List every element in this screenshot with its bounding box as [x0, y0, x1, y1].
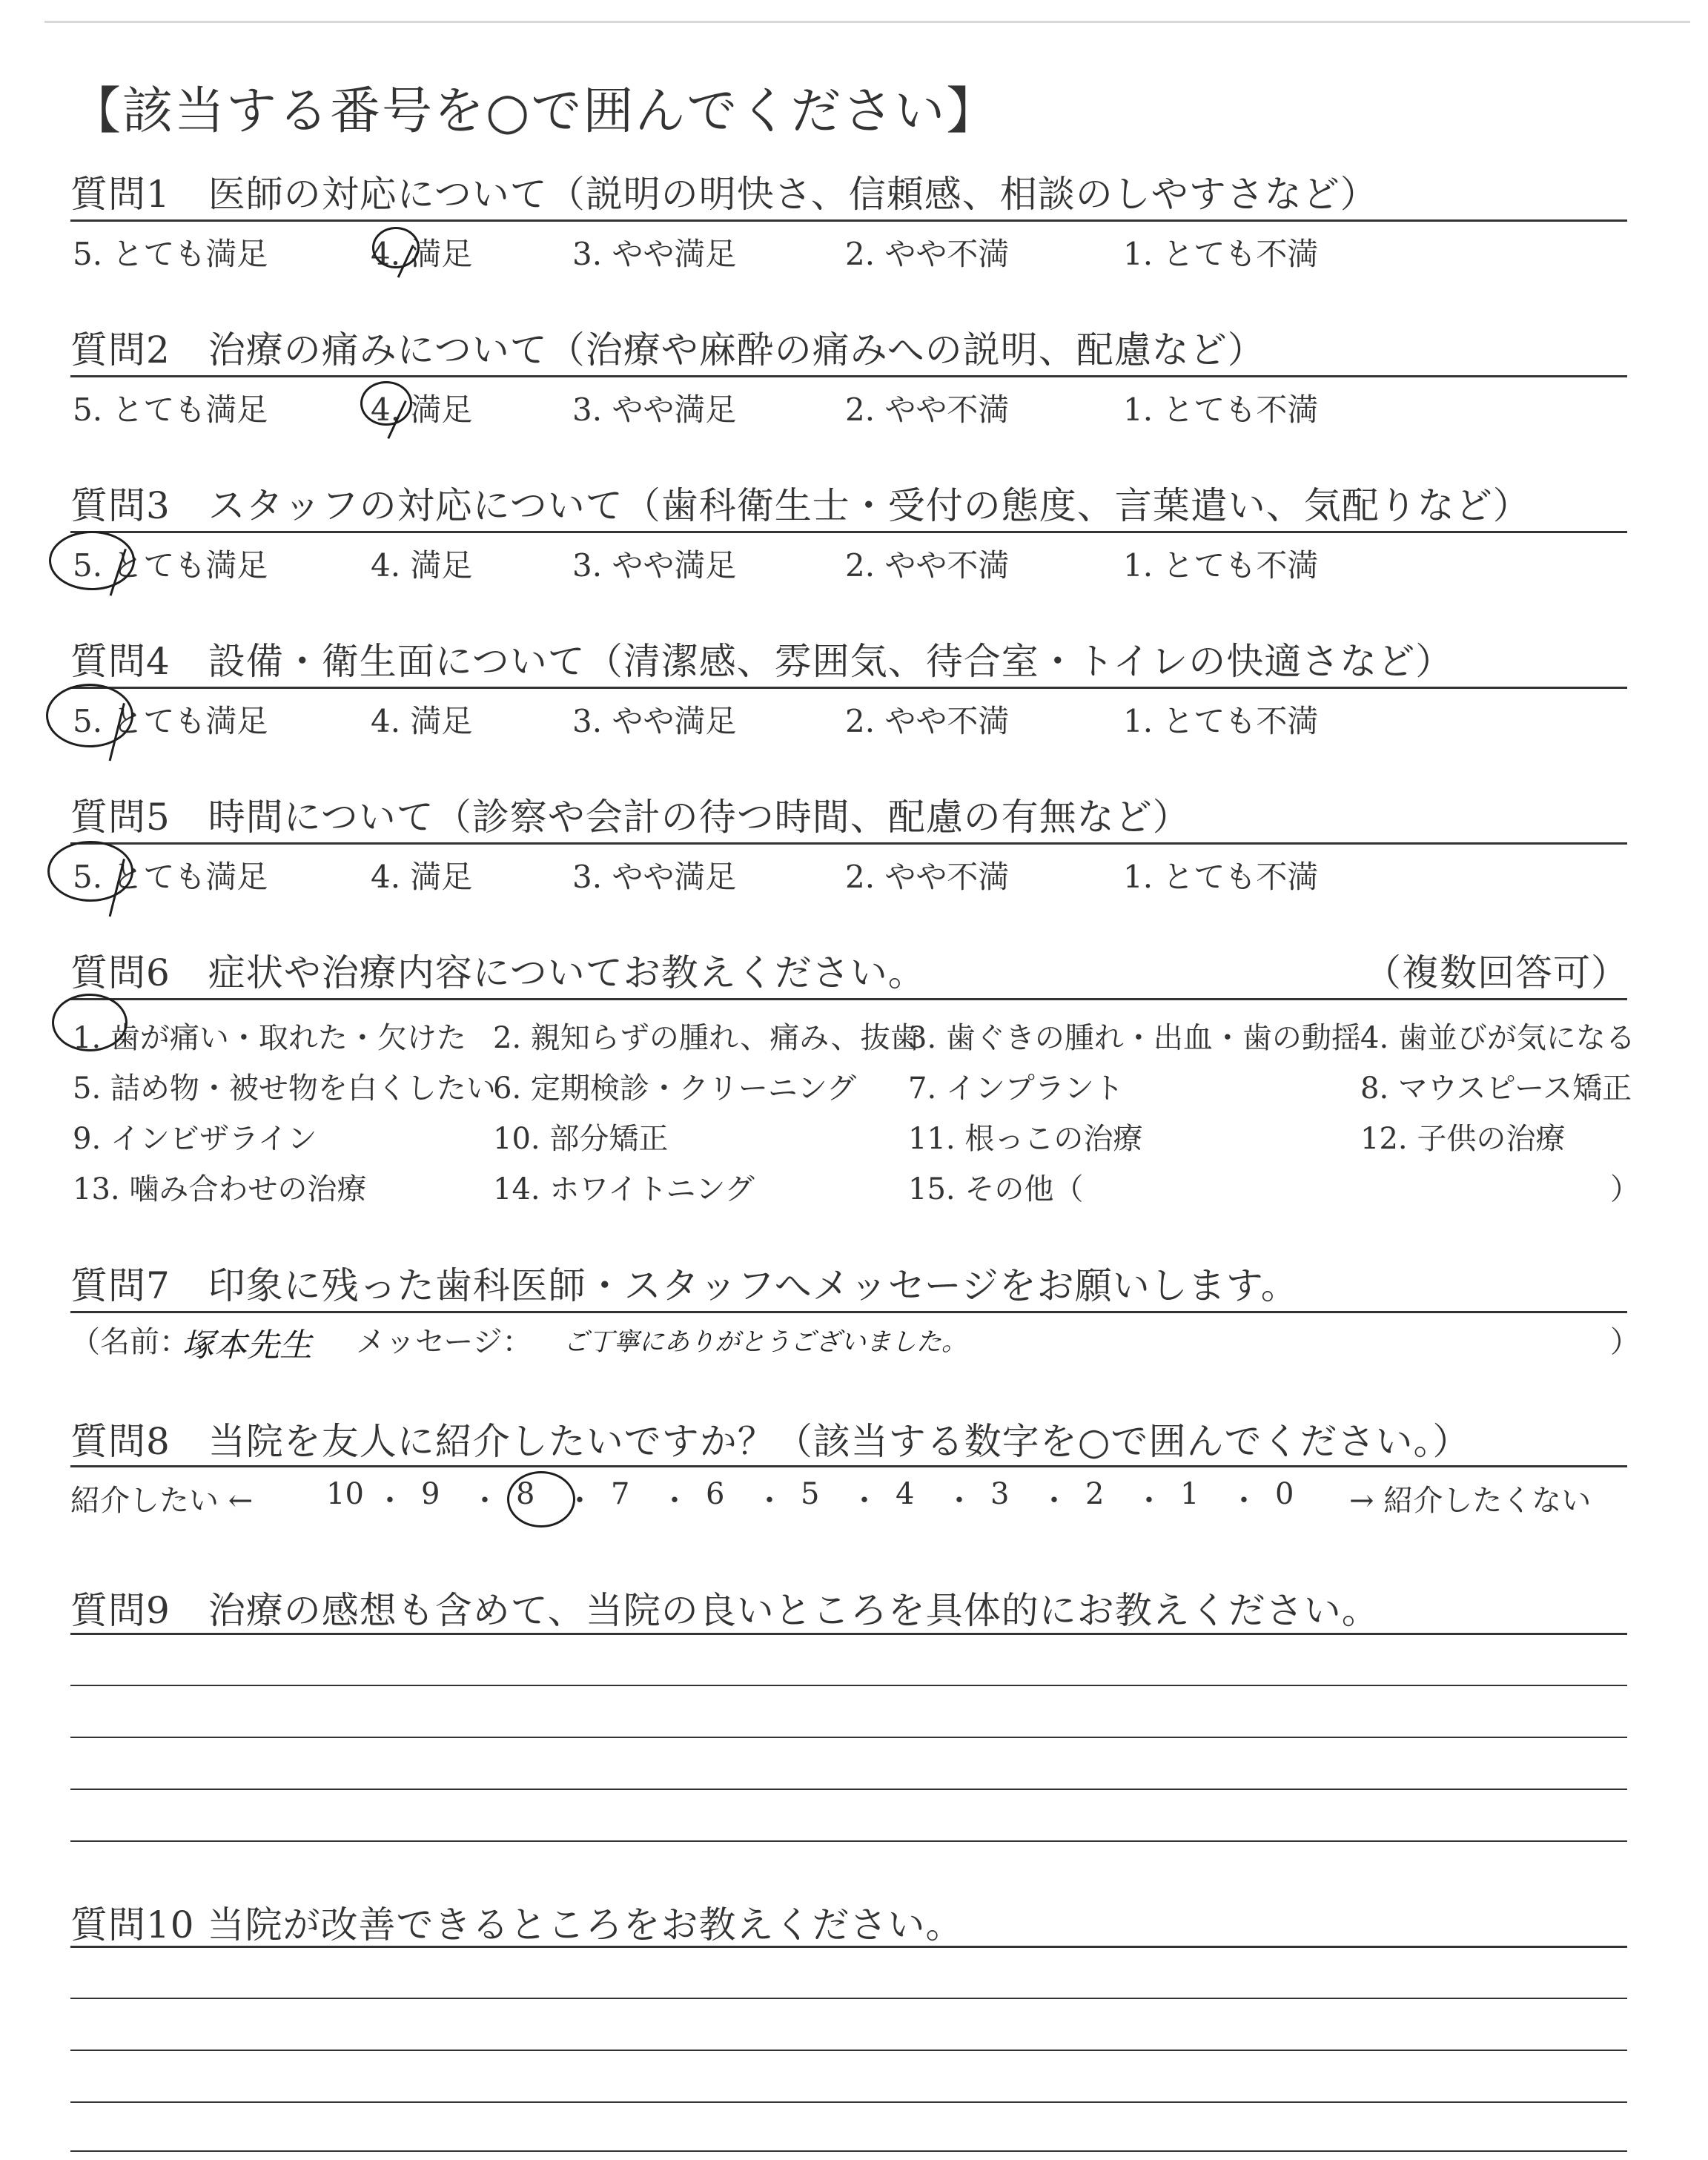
question-4-title: 質問4 設備・衛生面について（清潔感、雰囲気、待合室・トイレの快適さなど）: [70, 640, 1454, 683]
question-8-rule: [70, 1465, 1627, 1467]
question-6-rule: [70, 998, 1627, 1000]
q3-option-5[interactable]: 5. とても満足: [73, 547, 268, 584]
q10-line-5: [70, 2150, 1627, 2152]
q9-line-4: [70, 1789, 1627, 1790]
q8-separator-dot: ・: [1134, 1484, 1164, 1518]
q8-score-0[interactable]: 0: [1275, 1477, 1294, 1511]
q7-name-handwritten[interactable]: 塚本先生: [182, 1327, 312, 1364]
question-8-title: 質問8 当院を友人に紹介したいですか？（該当する数字を○で囲んでください。）: [70, 1420, 1471, 1463]
q8-separator-dot: ・: [375, 1484, 405, 1518]
q6-option-5[interactable]: 5. 詰め物・被せ物を白くしたい: [73, 1071, 496, 1106]
q6-option-12[interactable]: 12. 子供の治療: [1360, 1122, 1566, 1156]
question-7-title: 質問7 印象に残った歯科医師・スタッフへメッセージをお願いします。: [70, 1264, 1299, 1307]
q8-selection-circle: [507, 1471, 575, 1527]
page-top-border: [44, 21, 1690, 23]
question-2-rule: [70, 375, 1627, 377]
q8-separator-dot: ・: [565, 1484, 595, 1518]
q8-score-4[interactable]: 4: [896, 1477, 915, 1511]
q6-option-15[interactable]: 15. その他（: [908, 1172, 1084, 1206]
q1-option-3[interactable]: 3. やや満足: [572, 236, 737, 272]
q6-option-7[interactable]: 7. インプラント: [908, 1071, 1124, 1106]
q2-option-3[interactable]: 3. やや満足: [572, 392, 737, 428]
q7-name-label: （名前：: [70, 1325, 189, 1359]
q3-option-3[interactable]: 3. やや満足: [572, 547, 737, 584]
q1-option-5[interactable]: 5. とても満足: [73, 236, 268, 272]
q6-option-1[interactable]: 1. 歯が痛い・取れた・欠けた: [73, 1021, 466, 1055]
q8-separator-dot: ・: [755, 1484, 784, 1518]
q6-option-15-close: ）: [1610, 1172, 1640, 1206]
q2-option-4[interactable]: 4. 満足: [371, 392, 473, 428]
q8-score-9[interactable]: 9: [421, 1477, 440, 1511]
q8-score-6[interactable]: 6: [706, 1477, 725, 1511]
q7-close-paren: ）: [1610, 1325, 1640, 1359]
q4-option-3[interactable]: 3. やや満足: [572, 703, 737, 739]
q3-option-1[interactable]: 1. とても不満: [1123, 547, 1319, 584]
question-9-title: 質問9 治療の感想も含めて、当院の良いところを具体的にお教えください。: [70, 1589, 1380, 1632]
q6-option-2[interactable]: 2. 親知らずの腫れ、痛み、抜歯: [493, 1021, 920, 1055]
q8-score-10[interactable]: 10: [326, 1477, 364, 1511]
q6-option-8[interactable]: 8. マウスピース矯正: [1360, 1071, 1632, 1106]
q8-separator-dot: ・: [850, 1484, 879, 1518]
q10-line-4: [70, 2101, 1627, 2103]
question-1-title: 質問1 医師の対応について（説明の明快さ、信頼感、相談のしやすさなど）: [70, 173, 1378, 216]
question-5-rule: [70, 842, 1627, 845]
q8-score-7[interactable]: 7: [611, 1477, 630, 1511]
q8-score-1[interactable]: 1: [1180, 1477, 1199, 1511]
q8-separator-dot: ・: [944, 1484, 974, 1518]
question-3-rule: [70, 531, 1627, 533]
question-5-title: 質問5 時間について（診察や会計の待つ時間、配慮の有無など）: [70, 796, 1191, 839]
q6-option-14[interactable]: 14. ホワイトニング: [493, 1172, 755, 1206]
q1-option-1[interactable]: 1. とても不満: [1123, 236, 1319, 272]
q5-option-5[interactable]: 5. とても満足: [73, 859, 268, 895]
q8-score-8[interactable]: 8: [516, 1477, 535, 1511]
q2-option-2[interactable]: 2. やや不満: [845, 392, 1010, 428]
q4-option-1[interactable]: 1. とても不満: [1123, 703, 1319, 739]
question-7-rule: [70, 1311, 1627, 1313]
q9-line-2: [70, 1685, 1627, 1686]
q8-score-5[interactable]: 5: [801, 1477, 820, 1511]
q6-option-6[interactable]: 6. 定期検診・クリーニング: [493, 1071, 857, 1106]
q7-message-label: メッセージ：: [356, 1325, 532, 1359]
q8-separator-dot: ・: [1229, 1484, 1259, 1518]
question-2-title: 質問2 治療の痛みについて（治療や麻酔の痛みへの説明、配慮など）: [70, 328, 1265, 371]
q7-message-handwritten[interactable]: ご丁寧にありがとうございました。: [563, 1327, 967, 1357]
q9-line-1: [70, 1633, 1627, 1635]
q6-option-3[interactable]: 3. 歯ぐきの腫れ・出血・歯の動揺: [908, 1021, 1361, 1055]
q3-option-2[interactable]: 2. やや不満: [845, 547, 1010, 584]
question-6-note: （複数回答可）: [1364, 951, 1629, 994]
q9-line-5: [70, 1840, 1627, 1842]
q5-option-3[interactable]: 3. やや満足: [572, 859, 737, 895]
q8-score-2[interactable]: 2: [1085, 1477, 1105, 1511]
q6-option-11[interactable]: 11. 根っこの治療: [908, 1122, 1143, 1156]
q5-option-4[interactable]: 4. 満足: [371, 859, 473, 895]
q2-option-5[interactable]: 5. とても満足: [73, 392, 268, 428]
q8-score-3[interactable]: 3: [990, 1477, 1010, 1511]
question-6-title: 質問6 症状や治療内容についてお教えください。: [70, 951, 926, 994]
q6-option-10[interactable]: 10. 部分矯正: [493, 1122, 669, 1156]
question-10-title: 質問10 当院が改善できるところをお教えください。: [70, 1903, 964, 1946]
q1-option-4[interactable]: 4. 満足: [371, 236, 473, 272]
q5-option-2[interactable]: 2. やや不満: [845, 859, 1010, 895]
q1-option-2[interactable]: 2. やや不満: [845, 236, 1010, 272]
question-4-rule: [70, 687, 1627, 689]
q6-selection-circle: [52, 994, 128, 1051]
q10-line-1: [70, 1946, 1627, 1948]
question-1-rule: [70, 219, 1627, 222]
q8-separator-dot: ・: [660, 1484, 689, 1518]
q4-option-2[interactable]: 2. やや不満: [845, 703, 1010, 739]
q4-option-4[interactable]: 4. 満足: [371, 703, 473, 739]
q8-right-label: → 紹介したくない: [1349, 1484, 1592, 1518]
q9-line-3: [70, 1737, 1627, 1738]
q6-option-4[interactable]: 4. 歯並びが気になる: [1360, 1021, 1635, 1055]
q8-left-label: 紹介したい ←: [70, 1484, 254, 1518]
q8-separator-dot: ・: [1039, 1484, 1069, 1518]
q2-option-1[interactable]: 1. とても不満: [1123, 392, 1319, 428]
q5-option-1[interactable]: 1. とても不満: [1123, 859, 1319, 895]
q10-line-3: [70, 2050, 1627, 2051]
q10-line-2: [70, 1998, 1627, 1999]
q6-option-9[interactable]: 9. インビザライン: [73, 1122, 317, 1156]
q4-option-5[interactable]: 5. とても満足: [73, 703, 268, 739]
q8-separator-dot: ・: [470, 1484, 500, 1518]
q3-option-4[interactable]: 4. 満足: [371, 547, 473, 584]
form-header: 【該当する番号を○で囲んでください】: [70, 82, 999, 141]
q6-option-13[interactable]: 13. 噛み合わせの治療: [73, 1172, 367, 1206]
question-3-title: 質問3 スタッフの対応について（歯科衛生士・受付の態度、言葉遣い、気配りなど）: [70, 484, 1531, 527]
